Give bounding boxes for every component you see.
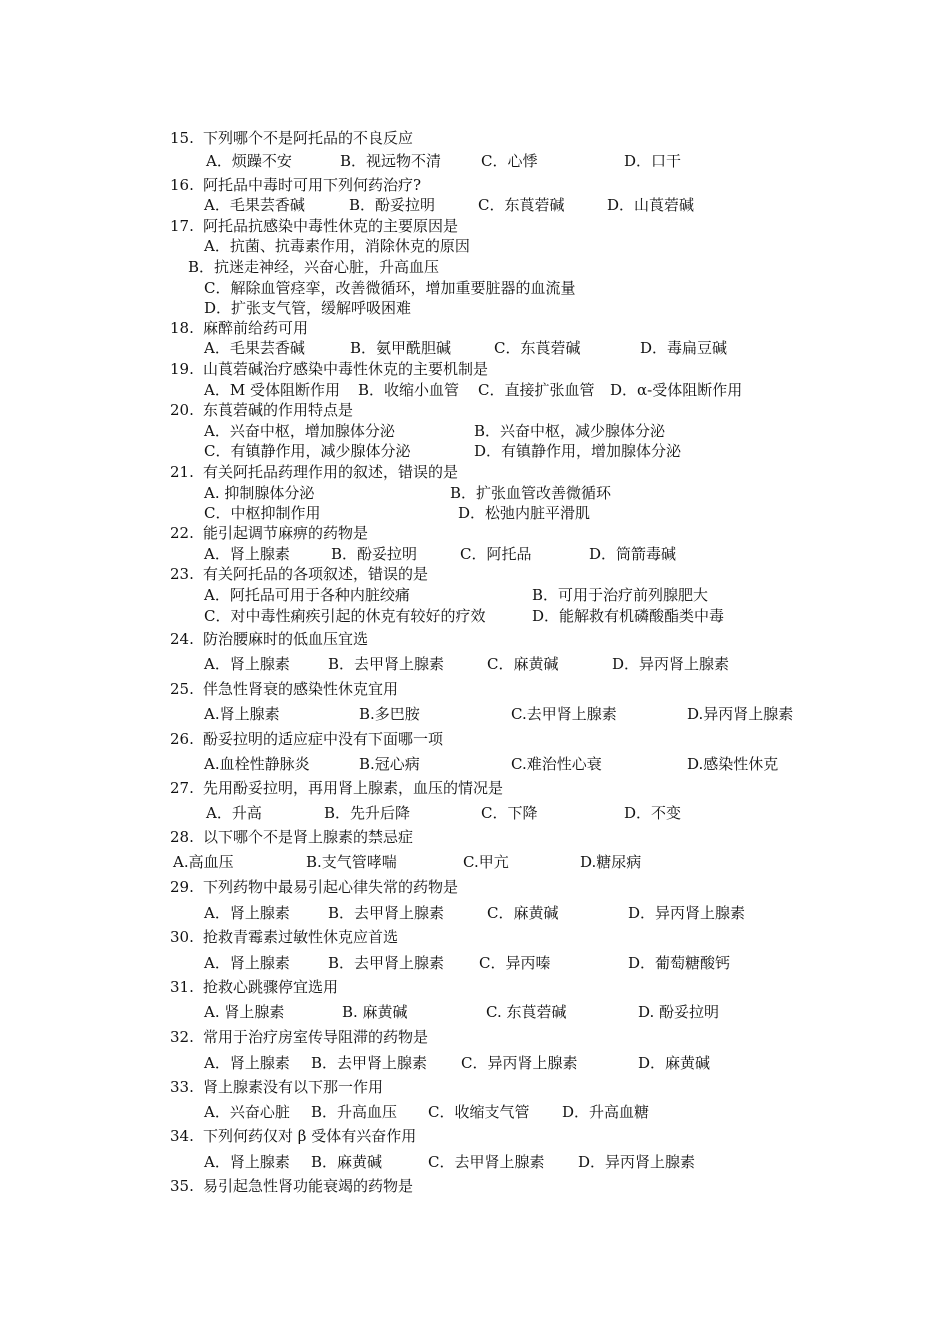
answer-option: D．有镇静作用，增加腺体分泌 bbox=[474, 442, 682, 460]
answer-option: A．肾上腺素 bbox=[204, 655, 290, 673]
answer-option: B．酚妥拉明 bbox=[349, 196, 436, 214]
answer-option: B.多巴胺 bbox=[359, 705, 420, 723]
question-number: 22. bbox=[170, 524, 194, 542]
answer-option: B．升高血压 bbox=[311, 1103, 398, 1121]
question-number: 28. bbox=[170, 828, 194, 846]
answer-option: D．麻黄碱 bbox=[638, 1054, 711, 1072]
answer-option: D．升高血糖 bbox=[562, 1103, 650, 1121]
answer-option: B．去甲肾上腺素 bbox=[311, 1054, 428, 1072]
answer-option: A．毛果芸香碱 bbox=[204, 196, 305, 214]
answer-option: A．升高 bbox=[206, 804, 262, 822]
answer-option: C．麻黄碱 bbox=[487, 655, 559, 673]
answer-option: C．下降 bbox=[481, 804, 538, 822]
question-number: 32. bbox=[170, 1028, 194, 1046]
answer-option: B．收缩小血管 bbox=[358, 381, 460, 399]
answer-option: B．视远物不清 bbox=[340, 152, 442, 170]
question-number: 17. bbox=[170, 217, 194, 235]
answer-option: A．肾上腺素 bbox=[204, 1153, 290, 1171]
answer-option: A. 肾上腺素 bbox=[204, 1003, 285, 1021]
answer-option: A．肾上腺素 bbox=[204, 545, 290, 563]
question-stem: 东莨菪碱的作用特点是 bbox=[203, 401, 354, 419]
answer-option: C．异丙嗪 bbox=[479, 954, 551, 972]
question-stem: 下列何药仅对 β 受体有兴奋作用 bbox=[203, 1127, 417, 1145]
answer-option: A．阿托品可用于各种内脏绞痛 bbox=[204, 586, 410, 604]
answer-option: A．M 受体阻断作用 bbox=[204, 381, 340, 399]
answer-option: C．收缩支气管 bbox=[428, 1103, 530, 1121]
question-number: 33. bbox=[170, 1078, 194, 1096]
question-stem: 阿托品中毒时可用下列何药治疗? bbox=[203, 176, 422, 194]
question-number: 24. bbox=[170, 630, 194, 648]
answer-option: B．抗迷走神经，兴奋心脏，升高血压 bbox=[188, 258, 440, 276]
answer-option: A．烦躁不安 bbox=[206, 152, 292, 170]
question-stem: 能引起调节麻痹的药物是 bbox=[203, 524, 369, 542]
answer-option: B．去甲肾上腺素 bbox=[328, 904, 445, 922]
answer-option: D．不变 bbox=[624, 804, 682, 822]
question-number: 26. bbox=[170, 730, 194, 748]
answer-option: D．口干 bbox=[624, 152, 682, 170]
question-stem: 有关阿托品药理作用的叙述，错误的是 bbox=[203, 463, 459, 481]
answer-option: D．异丙肾上腺素 bbox=[578, 1153, 696, 1171]
answer-option: D．筒箭毒碱 bbox=[589, 545, 677, 563]
question-stem: 抢救心跳骤停宜选用 bbox=[203, 978, 339, 996]
question-stem: 先用酚妥拉明，再用肾上腺素，血压的情况是 bbox=[203, 779, 504, 797]
answer-option: C.甲亢 bbox=[463, 853, 509, 871]
question-stem: 防治腰麻时的低血压宜选 bbox=[203, 630, 369, 648]
answer-option: D．扩张支气管，缓解呼吸困难 bbox=[204, 299, 412, 317]
answer-option: D．毒扁豆碱 bbox=[640, 339, 728, 357]
answer-option: A.血栓性静脉炎 bbox=[204, 755, 310, 773]
answer-option: C．解除血管痉挛，改善微循环，增加重要脏器的血流量 bbox=[204, 279, 576, 297]
answer-option: C．中枢抑制作用 bbox=[204, 504, 321, 522]
answer-option: B．酚妥拉明 bbox=[331, 545, 418, 563]
question-number: 19. bbox=[170, 360, 194, 378]
answer-option: B．去甲肾上腺素 bbox=[328, 954, 445, 972]
question-stem: 有关阿托品的各项叙述，错误的是 bbox=[203, 565, 429, 583]
question-stem: 下列药物中最易引起心律失常的药物是 bbox=[203, 878, 459, 896]
answer-option: D.异丙肾上腺素 bbox=[687, 705, 794, 723]
question-number: 20. bbox=[170, 401, 194, 419]
answer-option: B．麻黄碱 bbox=[311, 1153, 383, 1171]
answer-option: C．直接扩张血管 bbox=[478, 381, 595, 399]
question-number: 27. bbox=[170, 779, 194, 797]
answer-option: D．能解救有机磷酸酯类中毒 bbox=[532, 607, 725, 625]
question-number: 23. bbox=[170, 565, 194, 583]
question-stem: 麻醉前给药可用 bbox=[203, 319, 309, 337]
answer-option: A．兴奋中枢，增加腺体分泌 bbox=[204, 422, 395, 440]
answer-option: C．麻黄碱 bbox=[487, 904, 559, 922]
answer-option: D．异丙肾上腺素 bbox=[628, 904, 746, 922]
answer-option: C．去甲肾上腺素 bbox=[428, 1153, 545, 1171]
answer-option: B.支气管哮喘 bbox=[306, 853, 397, 871]
answer-option: A．毛果芸香碱 bbox=[204, 339, 305, 357]
question-number: 18. bbox=[170, 319, 194, 337]
answer-option: C．阿托品 bbox=[460, 545, 532, 563]
answer-option: B．兴奋中枢，减少腺体分泌 bbox=[474, 422, 666, 440]
answer-option: B. 麻黄碱 bbox=[342, 1003, 408, 1021]
question-stem: 阿托品抗感染中毒性休克的主要原因是 bbox=[203, 217, 459, 235]
question-stem: 抢救青霉素过敏性休克应首选 bbox=[203, 928, 399, 946]
question-stem: 常用于治疗房室传导阻滞的药物是 bbox=[203, 1028, 429, 1046]
answer-option: A. 抑制腺体分泌 bbox=[204, 484, 315, 502]
answer-option: A．兴奋心脏 bbox=[204, 1103, 290, 1121]
answer-option: B．去甲肾上腺素 bbox=[328, 655, 445, 673]
question-stem: 下列哪个不是阿托品的不良反应 bbox=[203, 129, 414, 147]
question-number: 34. bbox=[170, 1127, 194, 1145]
answer-option: D．葡萄糖酸钙 bbox=[628, 954, 731, 972]
answer-option: D．α-受体阻断作用 bbox=[610, 381, 743, 399]
question-stem: 山莨菪碱治疗感染中毒性休克的主要机制是 bbox=[203, 360, 489, 378]
question-stem: 伴急性肾衰的感染性休克宜用 bbox=[203, 680, 399, 698]
answer-option: D．山莨菪碱 bbox=[607, 196, 695, 214]
question-stem: 酚妥拉明的适应症中没有下面哪一项 bbox=[203, 730, 444, 748]
answer-option: A．抗菌、抗毒素作用，消除休克的原因 bbox=[204, 237, 470, 255]
question-stem: 以下哪个不是肾上腺素的禁忌症 bbox=[203, 828, 414, 846]
answer-option: C．异丙肾上腺素 bbox=[461, 1054, 578, 1072]
answer-option: D．松弛内脏平滑肌 bbox=[458, 504, 591, 522]
answer-option: B.冠心病 bbox=[359, 755, 420, 773]
answer-option: C．有镇静作用，减少腺体分泌 bbox=[204, 442, 411, 460]
question-stem: 易引起急性肾功能衰竭的药物是 bbox=[203, 1177, 414, 1195]
answer-option: A．肾上腺素 bbox=[204, 954, 290, 972]
answer-option: C．东莨菪碱 bbox=[478, 196, 565, 214]
question-stem: 肾上腺素没有以下那一作用 bbox=[203, 1078, 384, 1096]
answer-option: B．先升后降 bbox=[324, 804, 411, 822]
question-number: 16. bbox=[170, 176, 194, 194]
answer-option: C.难治性心衰 bbox=[511, 755, 602, 773]
answer-option: D．异丙肾上腺素 bbox=[612, 655, 730, 673]
answer-option: C．东莨菪碱 bbox=[494, 339, 581, 357]
answer-option: C．心悸 bbox=[481, 152, 538, 170]
question-number: 30. bbox=[170, 928, 194, 946]
question-number: 35. bbox=[170, 1177, 194, 1195]
answer-option: C．对中毒性痢疾引起的休克有较好的疗效 bbox=[204, 607, 486, 625]
question-number: 21. bbox=[170, 463, 194, 481]
answer-option: D.糖尿病 bbox=[580, 853, 642, 871]
answer-option: A．肾上腺素 bbox=[204, 904, 290, 922]
answer-option: B．可用于治疗前列腺肥大 bbox=[532, 586, 709, 604]
answer-option: A．肾上腺素 bbox=[204, 1054, 290, 1072]
answer-option: D.感染性休克 bbox=[687, 755, 779, 773]
answer-option: C.去甲肾上腺素 bbox=[511, 705, 617, 723]
answer-option: B．氨甲酰胆碱 bbox=[350, 339, 452, 357]
question-number: 15. bbox=[170, 129, 194, 147]
question-number: 25. bbox=[170, 680, 194, 698]
answer-option: B．扩张血管改善微循环 bbox=[450, 484, 612, 502]
answer-option: D. 酚妥拉明 bbox=[638, 1003, 720, 1021]
answer-option: A.高血压 bbox=[173, 853, 234, 871]
question-number: 31. bbox=[170, 978, 194, 996]
answer-option: A.肾上腺素 bbox=[204, 705, 280, 723]
answer-option: C. 东莨菪碱 bbox=[486, 1003, 567, 1021]
question-number: 29. bbox=[170, 878, 194, 896]
